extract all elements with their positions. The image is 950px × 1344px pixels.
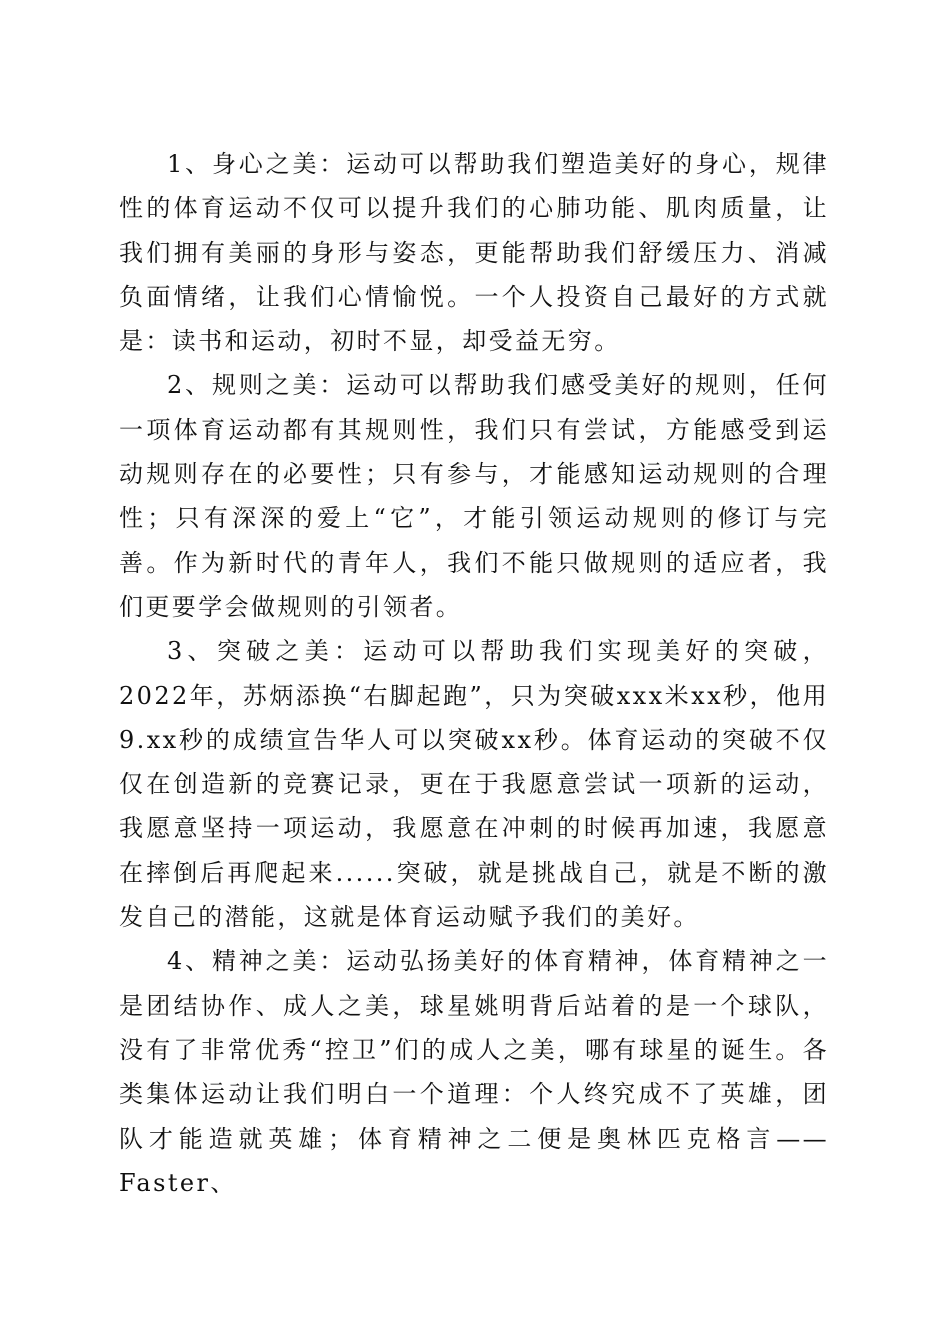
paragraph-body-mind: 1、身心之美：运动可以帮助我们塑造美好的身心，规律性的体育运动不仅可以提升我们的心肺功能、肌肉质量，让我们拥有美丽的身形与姿态，更能帮助我们舒缓压力、消减负面情绪，让我们心情愉悦。一个人投资自己最好的方式就是：读书和运动，初时不显，却受益无穷。 <box>119 150 829 356</box>
paragraph-rules: 2、规则之美：运动可以帮助我们感受美好的规则，任何一项体育运动都有其规则性，我们只有尝试，方能感受到运动规则存在的必要性；只有参与，才能感知运动规则的合理性；只有深深的爱上“它”，才能引领运动规则的修订与完善。作为新时代的青年人，我们不能只做规则的适应者，我们更要学会做规则的引领者。 <box>119 371 829 621</box>
paragraph-breakthrough: 3、突破之美：运动可以帮助我们实现美好的突破，2022年，苏炳添换“右脚起跑”，只为突破xxx米xx秒，他用9.xx秒的成绩宣告华人可以突破xx秒。体育运动的突破不仅仅在创造新的竞赛记录，更在于我愿意尝试一项新的运动，我愿意坚持一项运动，我愿意在冲刺的时候再加速，我愿意在摔倒后再爬起来......突破，就是挑战自己，就是不断的激发自己的潜能，这就是体育运动赋予我们的美好。 <box>119 637 829 932</box>
document-page <box>119 142 829 1205</box>
paragraph-spirit: 4、精神之美：运动弘扬美好的体育精神，体育精神之一是团结协作、成人之美，球星姚明背后站着的是一个球队，没有了非常优秀“控卫”们的成人之美，哪有球星的诞生。各类集体运动让我们明白一个道理：个人终究成不了英雄，团队才能造就英雄；体育精神之二便是奥林匹克格言——Faster、 <box>119 947 829 1197</box>
